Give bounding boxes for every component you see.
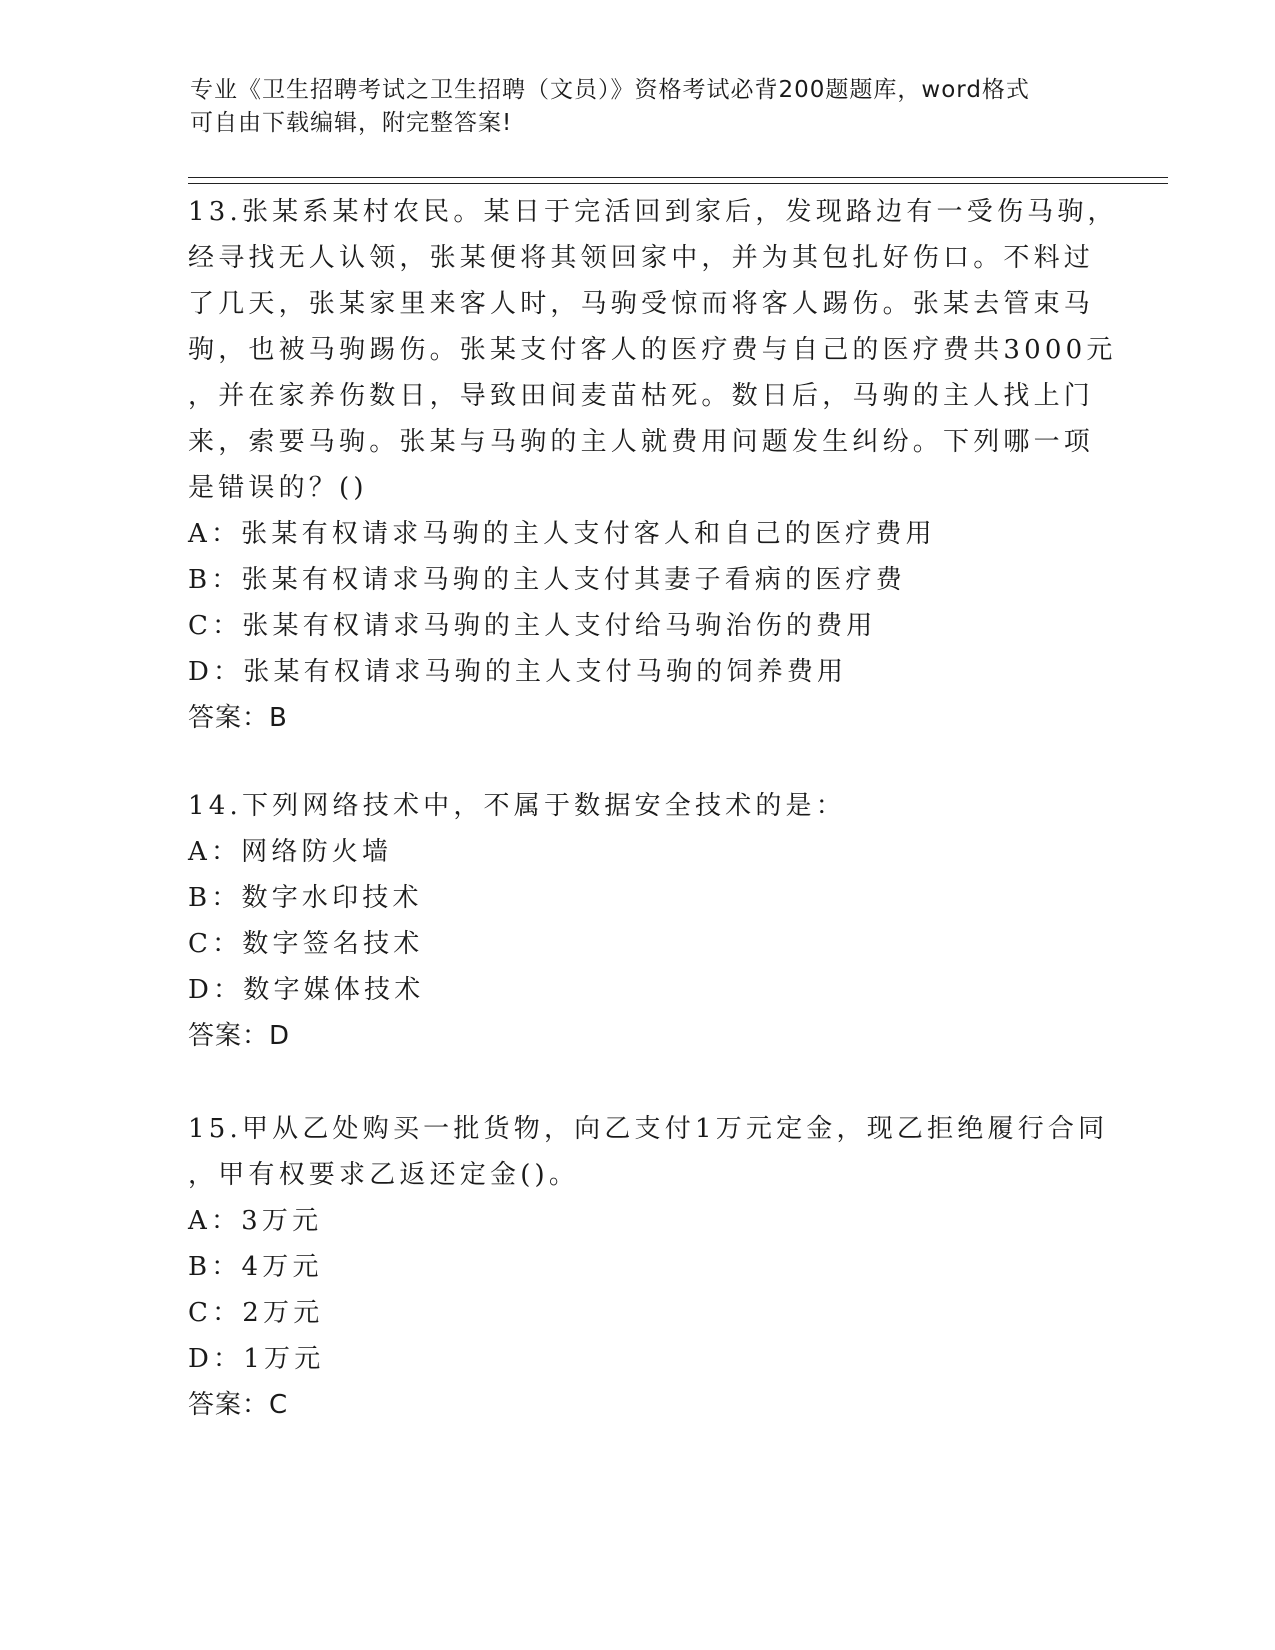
question-text-line: 是错误的？() [188,473,368,503]
answer-label: 答案：C [188,1390,289,1420]
option-d: D：张某有权请求马驹的主人支付马驹的饲养费用 [188,657,848,687]
option-b: B：4万元 [188,1252,323,1282]
header-divider-bottom [188,183,1168,184]
question-text-line: 15.甲从乙处购买一批货物，向乙支付1万元定金，现乙拒绝履行合同 [188,1114,1109,1144]
header-divider-top [188,177,1168,178]
option-a: A：网络防火墙 [188,837,393,867]
question-text-line: 14.下列网络技术中，不属于数据安全技术的是： [188,791,846,821]
question-13 [188,189,1118,741]
question-text-line: ，甲有权要求乙返还定金()。 [188,1160,580,1190]
document-header [190,74,1090,140]
option-a: A：3万元 [188,1206,323,1236]
question-text-line: 经寻找无人认领，张某便将其领回家中，并为其包扎好伤口。不料过 [188,243,1095,273]
question-text-line: 驹，也被马驹踢伤。张某支付客人的医疗费与自己的医疗费共3000元 [188,335,1117,365]
answer-label: 答案：D [188,1021,291,1051]
question-14 [188,783,1088,1059]
option-b: B：数字水印技术 [188,883,423,913]
question-text-line: 13.张某系某村农民。某日于完活回到家后，发现路边有一受伤马驹， [188,197,1118,227]
option-c: C：数字签名技术 [188,929,424,959]
option-c: C：张某有权请求马驹的主人支付给马驹治伤的费用 [188,611,877,641]
header-line-2: 可自由下载编辑，附完整答案! [190,110,513,136]
option-d: D：数字媒体技术 [188,975,425,1005]
option-b: B：张某有权请求马驹的主人支付其妻子看病的医疗费 [188,565,906,595]
question-text-line: 来，索要马驹。张某与马驹的主人就费用问题发生纠纷。下列哪一项 [188,427,1095,457]
question-text-line: ，并在家养伤数日，导致田间麦苗枯死。数日后，马驹的主人找上门 [188,381,1095,411]
question-text-line: 了几天，张某家里来客人时，马驹受惊而将客人踢伤。张某去管束马 [188,289,1095,319]
option-c: C：2万元 [188,1298,324,1328]
header-line-1: 专业《卫生招聘考试之卫生招聘（文员）》资格考试必背200题题库，word格式 [190,77,1030,103]
option-d: D：1万元 [188,1344,325,1374]
question-15 [188,1106,1109,1428]
answer-label: 答案：B [188,703,288,733]
option-a: A：张某有权请求马驹的主人支付客人和自己的医疗费用 [188,519,936,549]
